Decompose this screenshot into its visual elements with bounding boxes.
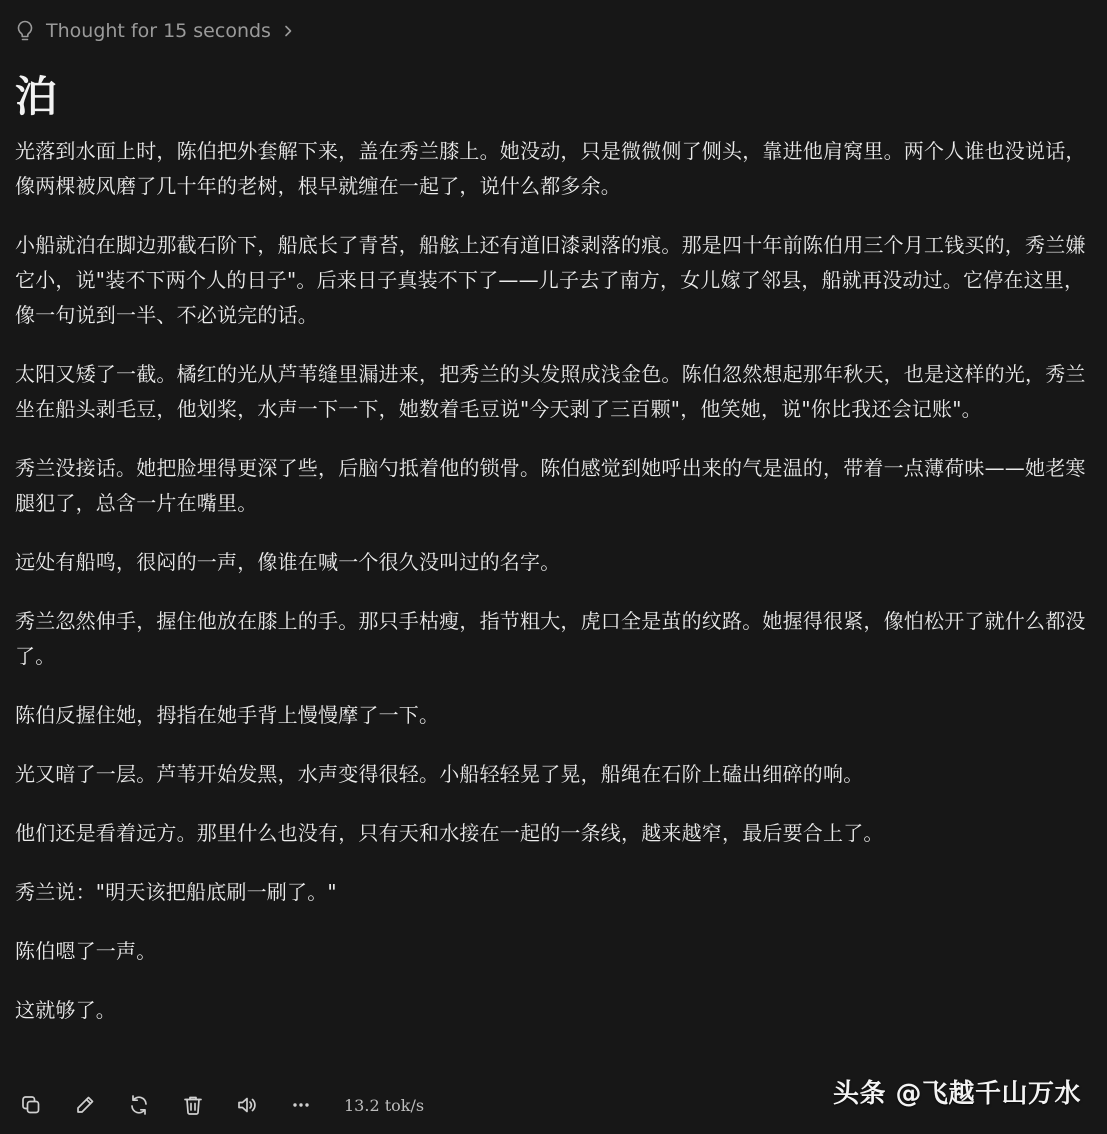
story-paragraph: 这就够了。 <box>15 998 116 1022</box>
refresh-icon <box>128 1094 150 1116</box>
story-paragraph: 小船就泊在脚边那截石阶下，船底长了青苔，船舷上还有道旧漆剥落的痕。那是四十年前陈伯用三个月工钱买的，秀兰嫌它小，说"装不下两个人的日子"。后来日子真装不下了——儿子去了南方，女儿嫁了邻县，船就再没动过。它停在这里，像一句说到一半、不必说完的话。 <box>15 233 1086 327</box>
trash-icon <box>182 1094 204 1116</box>
read-aloud-button[interactable] <box>230 1088 264 1122</box>
message-action-bar <box>14 1088 424 1122</box>
regenerate-button[interactable] <box>122 1088 156 1122</box>
token-speed: 13.2 tok/s <box>344 1095 425 1115</box>
lightbulb-icon <box>16 20 34 42</box>
story-paragraph: 太阳又矮了一截。橘红的光从芦苇缝里漏进来，把秀兰的头发照成浅金色。陈伯忽然想起那年秋天，也是这样的光，秀兰坐在船头剥毛豆，他划桨，水声一下一下，她数着毛豆说"今天剥了三百颗"，他笑她，说"你比我还会记账"。 <box>15 362 1086 421</box>
speaker-icon <box>236 1094 258 1116</box>
story-paragraph: 光又暗了一层。芦苇开始发黑，水声变得很轻。小船轻轻晃了晃，船绳在石阶上磕出细碎的响。 <box>15 762 864 786</box>
watermark: 头条 @飞越千山万水 <box>832 1079 1081 1109</box>
story-paragraph: 远处有船鸣，很闷的一声，像谁在喊一个很久没叫过的名字。 <box>15 550 561 574</box>
story-paragraph: 秀兰说："明天该把船底刷一刷了。" <box>15 880 337 904</box>
story-title: 泊 <box>15 72 58 121</box>
chevron-right-icon <box>283 24 293 38</box>
edit-button[interactable] <box>68 1088 102 1122</box>
thought-toggle[interactable] <box>16 16 293 46</box>
copy-icon <box>20 1094 42 1116</box>
story-paragraph: 光落到水面上时，陈伯把外套解下来，盖在秀兰膝上。她没动，只是微微侧了侧头，靠进他肩窝里。两个人谁也没说话，像两棵被风磨了几十年的老树，根早就缠在一起了，说什么都多余。 <box>15 139 1086 198</box>
more-horizontal-icon <box>290 1094 312 1116</box>
pencil-icon <box>74 1094 96 1116</box>
story-paragraph: 秀兰忽然伸手，握住他放在膝上的手。那只手枯瘦，指节粗大，虎口全是茧的纹路。她握得很紧，像怕松开了就什么都没了。 <box>15 609 1086 668</box>
copy-button[interactable] <box>14 1088 48 1122</box>
thought-label: Thought for 15 seconds <box>46 20 271 42</box>
story-paragraph: 陈伯反握住她，拇指在她手背上慢慢摩了一下。 <box>15 703 440 727</box>
delete-button[interactable] <box>176 1088 210 1122</box>
story-paragraph: 他们还是看着远方。那里什么也没有，只有天和水接在一起的一条线，越来越窄，最后要合上了。 <box>15 821 884 845</box>
story-body <box>15 134 1095 1052</box>
story-paragraph: 陈伯嗯了一声。 <box>15 939 157 963</box>
more-button[interactable] <box>284 1088 318 1122</box>
story-paragraph: 秀兰没接话。她把脸埋得更深了些，后脑勺抵着他的锁骨。陈伯感觉到她呼出来的气是温的，带着一点薄荷味——她老寒腿犯了，总含一片在嘴里。 <box>15 456 1086 515</box>
